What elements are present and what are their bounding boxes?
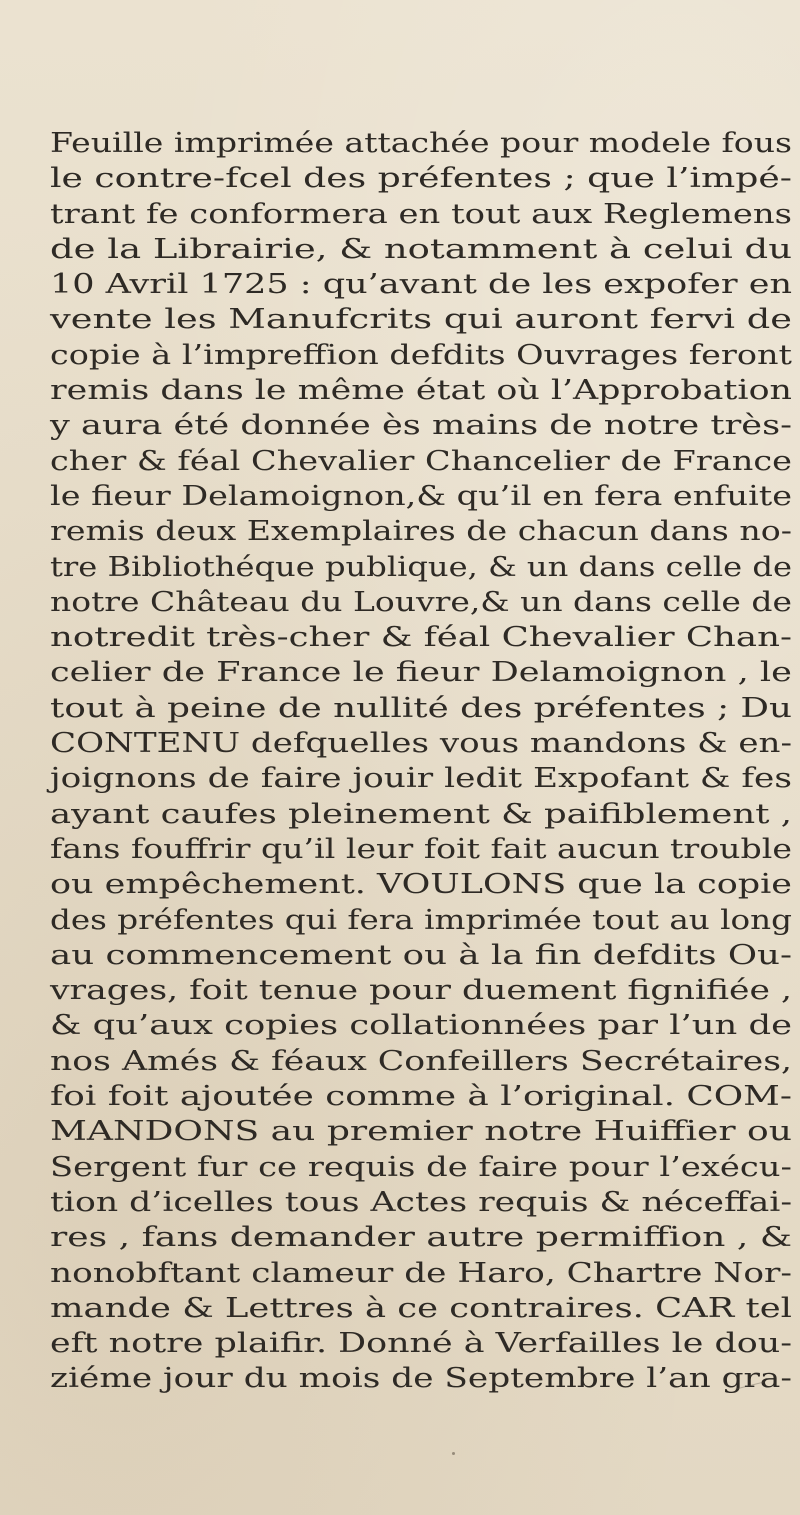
text-line-content: ziéme jour du mois de Septembre l’an gra-	[50, 1363, 792, 1395]
text-line	[50, 444, 792, 479]
text-line	[50, 373, 792, 408]
text-line-content: & qu’aux copies collationnées par l’un de	[50, 1010, 792, 1042]
text-line-content: nonobftant clameur de Haro, Chartre Nor-	[50, 1257, 793, 1289]
text-line	[50, 691, 792, 726]
text-line	[50, 761, 792, 796]
text-line-content: nos Amés & féaux Confeillers Secrétaires,	[50, 1045, 793, 1077]
text-line	[50, 938, 792, 973]
text-line	[50, 585, 792, 620]
text-line	[50, 1185, 792, 1220]
text-line	[50, 338, 792, 373]
text-line-content: de la Librairie, & notamment à celui du	[50, 233, 793, 265]
text-line-content: tout à peine de nullité des préfentes ; Du	[50, 692, 792, 724]
text-line	[50, 1044, 792, 1079]
text-line-content: notredit très-cher & féal Chevalier Chan-	[50, 622, 792, 654]
text-line-content: le contre-fcel des préfentes ; que l’impé-	[50, 163, 792, 195]
text-line	[50, 797, 792, 832]
text-line-content: eft notre plaifir. Donné à Verfailles le dou-	[50, 1328, 793, 1360]
text-line-content: copie à l’impreffion defdits Ouvrages feront	[50, 339, 792, 371]
text-line	[50, 126, 792, 161]
body-text	[50, 126, 792, 1397]
paper-speck	[452, 1452, 455, 1455]
text-line-content: joignons de faire jouir ledit Expofant & fes	[50, 763, 792, 795]
text-line-content: celier de France le fieur Delamoignon , le	[50, 657, 792, 689]
text-line	[50, 1256, 792, 1291]
text-line-content: remis deux Exemplaires de chacun dans no-	[50, 516, 792, 548]
text-line-content: Sergent fur ce requis de faire pour l’exécu-	[50, 1151, 792, 1183]
text-line	[50, 161, 792, 196]
text-line	[50, 232, 792, 267]
text-line	[50, 1291, 792, 1326]
text-line-content: notre Château du Louvre,& un dans celle de	[50, 586, 792, 618]
text-line-content: Feuille imprimée attachée pour modele fous	[50, 128, 793, 159]
text-line	[50, 832, 792, 867]
text-line-content: tre Bibliothéque publique, & un dans celle de	[50, 551, 793, 583]
text-line	[50, 655, 792, 690]
text-line	[50, 867, 792, 902]
text-line-content: MANDONS au premier notre Huiffier ou	[50, 1116, 792, 1148]
text-line	[50, 302, 792, 337]
text-line	[50, 1150, 792, 1185]
text-line	[50, 550, 792, 585]
text-line-content: remis dans le même état où l’Approbation	[50, 375, 792, 407]
text-line	[50, 1079, 792, 1114]
text-line-content: au commencement ou à la fin defdits Ou-	[50, 939, 792, 971]
text-line-content: cher & féal Chevalier Chancelier de France	[50, 445, 792, 477]
text-line	[50, 973, 792, 1008]
text-line	[50, 620, 792, 655]
text-line	[50, 479, 792, 514]
text-line-content: vrages, foit tenue pour duement fignifiée ,	[50, 975, 792, 1007]
text-line	[50, 197, 792, 232]
text-line	[50, 267, 792, 302]
text-line	[50, 1114, 792, 1149]
text-line-content: ou empêchement. VOULONS que la copie	[50, 869, 793, 901]
text-line-content: fans fouffrir qu’il leur foit fait aucun trouble	[50, 833, 792, 865]
text-line-content: ayant caufes pleinement & paifiblement ,	[50, 798, 793, 830]
text-line-content: tion d’icelles tous Actes requis & néceffai-	[50, 1186, 793, 1218]
text-line-content: y aura été donnée ès mains de notre très-	[50, 410, 792, 442]
text-line-content: 10 Avril 1725 : qu’avant de les expofer en	[50, 269, 793, 301]
text-line	[50, 726, 792, 761]
text-line	[50, 1008, 792, 1043]
text-line-content: trant fe conformera en tout aux Reglemens	[50, 198, 793, 230]
text-line-content: le fieur Delamoignon,& qu’il en fera enfuite	[50, 480, 793, 512]
text-line	[50, 1326, 792, 1361]
text-line-content: des préfentes qui fera imprimée tout au long	[50, 904, 793, 936]
text-line	[50, 1361, 792, 1396]
text-line	[50, 903, 792, 938]
text-line-content: CONTENU defquelles vous mandons & en-	[50, 728, 793, 760]
text-line-content: foi foit ajoutée comme à l’original. COM-	[50, 1081, 793, 1113]
text-line-content: vente les Manufcrits qui auront fervi de	[50, 304, 792, 336]
text-line	[50, 1220, 792, 1255]
text-line	[50, 514, 792, 549]
text-line-content: mande & Lettres à ce contraires. CAR tel	[50, 1292, 793, 1324]
text-line	[50, 408, 792, 443]
text-line-content: res , fans demander autre permiffion , &	[50, 1222, 792, 1254]
